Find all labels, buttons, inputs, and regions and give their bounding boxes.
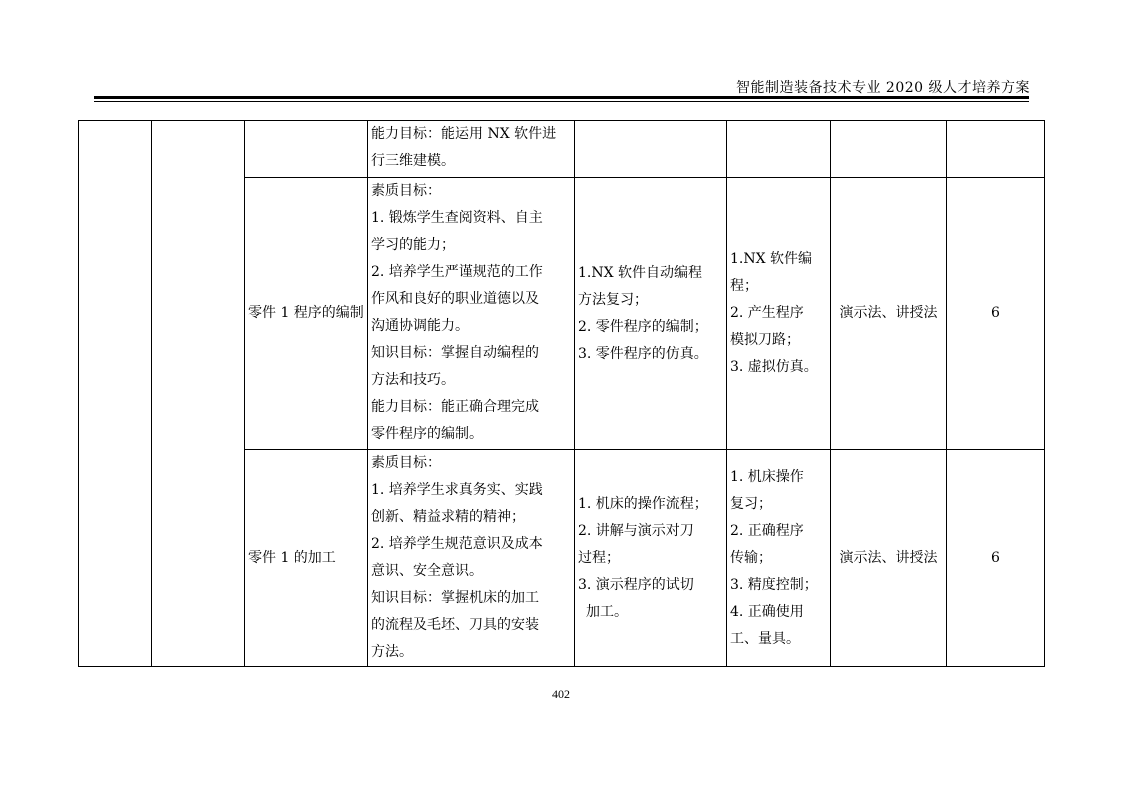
activities-cell <box>727 121 831 178</box>
hours-cell: 6 <box>947 450 1045 667</box>
objective-line: 沟通协调能力。 <box>371 318 469 334</box>
activities-cell <box>727 450 831 667</box>
activity-line: 工、量具。 <box>730 630 800 647</box>
objectives-cell <box>368 121 575 178</box>
objective-line: 2. 培养学生规范意识及成本 <box>371 536 543 552</box>
activity-line: 2. 产生程序 <box>730 305 804 321</box>
objectives-cell <box>368 450 575 667</box>
header-rule-thick <box>94 96 1029 99</box>
content-line: 2. 讲解与演示对刀 <box>578 522 694 539</box>
content-line: 加工。 <box>586 603 628 620</box>
objective-line: 知识目标：掌握自动编程的 <box>371 345 539 361</box>
activity-line: 1.NX 软件编 <box>730 251 813 267</box>
objective-line: 学习的能力； <box>371 237 455 253</box>
content-line: 1.NX 软件自动编程 <box>578 264 703 281</box>
objective-line: 方法。 <box>371 644 413 660</box>
objective-line: 能力目标：能正确合理完成 <box>371 399 539 415</box>
topic-cell: 零件 1 程序的编制 <box>245 178 368 450</box>
objective-line: 素质目标： <box>371 455 441 471</box>
activity-line: 3. 虚拟仿真。 <box>730 359 818 375</box>
hours-cell: 6 <box>947 178 1045 450</box>
content-line: 过程； <box>578 549 620 566</box>
topic-cell <box>245 121 368 178</box>
header-rule-thin <box>94 101 1029 102</box>
objective-line: 创新、精益求精的精神； <box>371 509 525 525</box>
page-number: 402 <box>552 687 570 701</box>
objective-line: 行三维建模。 <box>371 153 455 169</box>
method-cell <box>831 121 947 178</box>
activity-line: 1. 机床操作 <box>730 468 804 485</box>
objective-line: 零件程序的编制。 <box>371 426 483 442</box>
objectives-cell <box>368 178 575 450</box>
topic-cell: 零件 1 的加工 <box>245 450 368 667</box>
objective-line: 1. 锻炼学生查阅资料、自主 <box>371 210 543 226</box>
activity-line: 2. 正确程序 <box>730 522 804 539</box>
document-header-title: 智能制造装备技术专业 2020 级人才培养方案 <box>735 80 1030 96</box>
objective-line: 1. 培养学生求真务实、实践 <box>371 482 543 498</box>
objective-line: 意识、安全意识。 <box>371 563 483 579</box>
content-line: 3. 零件程序的仿真。 <box>578 345 708 362</box>
content-cell <box>575 121 727 178</box>
content-line: 2. 零件程序的编制； <box>578 318 708 335</box>
table-row <box>79 121 1045 178</box>
content-line: 方法复习； <box>578 291 648 308</box>
module-cell <box>79 121 152 667</box>
objective-line: 方法和技巧。 <box>371 372 455 388</box>
method-cell: 演示法、讲授法 <box>831 450 947 667</box>
course-content-table <box>78 120 1045 667</box>
activity-line: 程； <box>730 278 758 294</box>
activity-line: 3. 精度控制； <box>730 576 818 593</box>
objective-line: 能力目标：能运用 NX 软件进 <box>371 126 557 142</box>
content-line: 1. 机床的操作流程； <box>578 495 708 512</box>
activity-line: 复习； <box>730 495 772 512</box>
content-line: 3. 演示程序的试切 <box>578 576 694 593</box>
objective-line: 的流程及毛坯、刀具的安装 <box>371 617 539 633</box>
objective-line: 作风和良好的职业道德以及 <box>371 291 539 307</box>
objective-line: 知识目标：掌握机床的加工 <box>371 590 539 606</box>
activity-line: 4. 正确使用 <box>730 603 804 620</box>
content-cell <box>575 450 727 667</box>
hours-cell <box>947 121 1045 178</box>
project-cell <box>152 121 245 667</box>
content-cell <box>575 178 727 450</box>
objective-line: 素质目标： <box>371 183 441 199</box>
activity-line: 模拟刀路； <box>730 332 800 348</box>
method-cell: 演示法、讲授法 <box>831 178 947 450</box>
activities-cell <box>727 178 831 450</box>
activity-line: 传输； <box>730 549 772 566</box>
objective-line: 2. 培养学生严谨规范的工作 <box>371 264 543 280</box>
